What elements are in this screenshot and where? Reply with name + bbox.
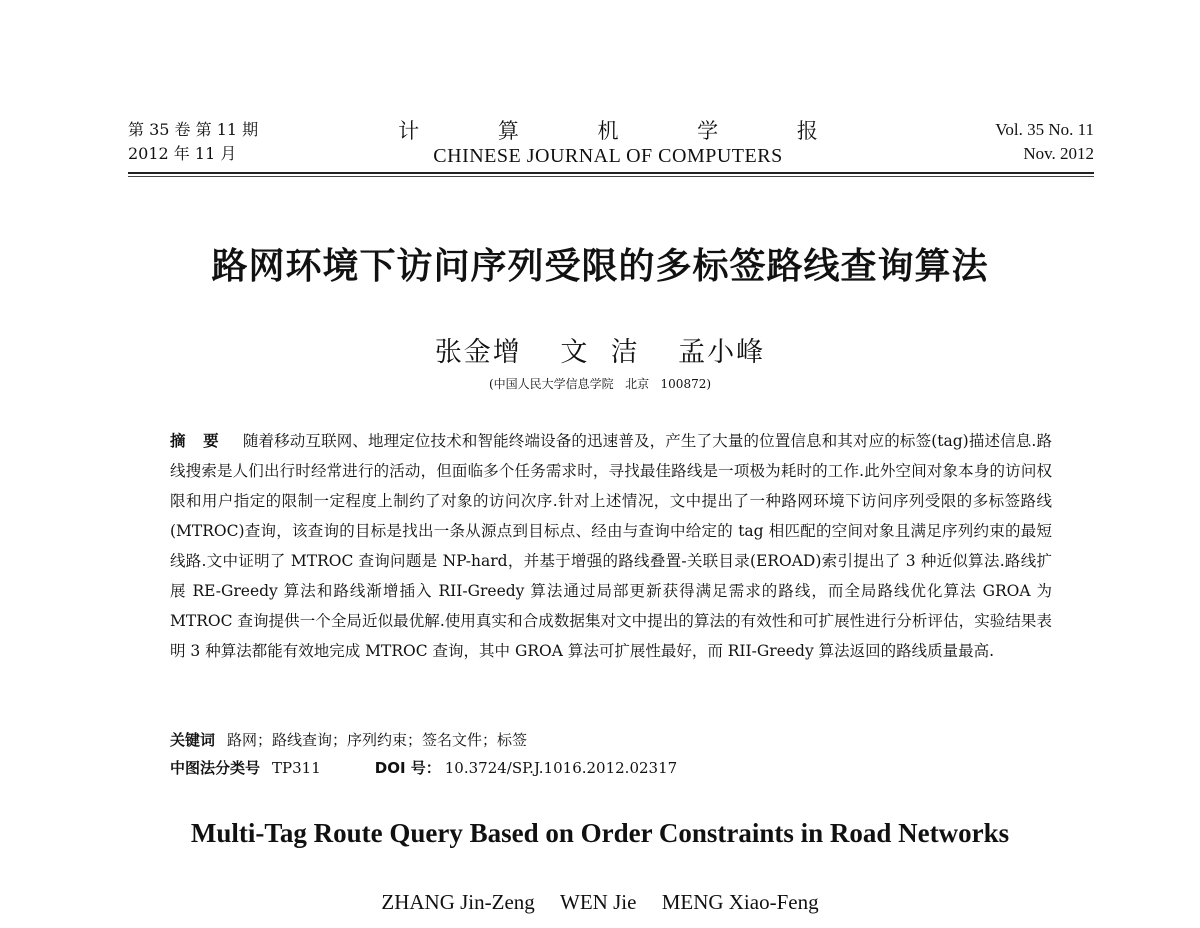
affiliation-cn: (中国人民大学信息学院 北京 100872) <box>488 377 712 391</box>
date-cn: 2012 年 11 月 <box>128 144 237 163</box>
classification-row <box>170 754 1052 782</box>
classification-value: TP311 <box>272 759 321 777</box>
keywords-row <box>170 726 1052 754</box>
classification-label: 中图法分类号 <box>170 759 261 777</box>
volume-issue: 第 35 卷 第 11 期 <box>128 120 259 139</box>
author-en: WEN Jie <box>560 890 637 914</box>
keywords-label: 关键词 <box>170 731 216 749</box>
journal-name-en: CHINESE JOURNAL OF COMPUTERS <box>433 145 783 167</box>
author-en: ZHANG Jin-Zeng <box>381 890 535 914</box>
header-rule-thick <box>128 172 1094 174</box>
journal-name-cn: 计 算 机 学 报 <box>398 119 854 143</box>
author-cn: 孟小峰 <box>678 337 766 368</box>
date-en: Nov. 2012 <box>1023 144 1094 163</box>
doi-value: 10.3724/SP.J.1016.2012.02317 <box>444 759 678 777</box>
authors-en <box>0 890 1200 915</box>
header-center <box>398 118 854 168</box>
abstract <box>170 426 1052 666</box>
authors-cn <box>0 330 1200 369</box>
keywords-text: 路网；路线查询；序列约束；签名文件；标签 <box>227 731 528 749</box>
header-rule-thin <box>128 176 1094 177</box>
author-en: MENG Xiao-Feng <box>661 890 819 914</box>
doi-label: DOI 号： <box>374 759 441 777</box>
paper-title-en: Multi-Tag Route Query Based on Order Constraints in Road Networks <box>190 818 1010 848</box>
abstract-label: 摘 要 <box>170 432 225 450</box>
header-right <box>995 118 1094 166</box>
paper-meta <box>170 726 1052 782</box>
journal-header <box>128 118 1094 174</box>
header-left <box>128 118 258 166</box>
abstract-text: 随着移动互联网、地理定位技术和智能终端设备的迅速普及，产生了大量的位置信息和其对应的标签(tag)描述信息.路线搜索是人们出行时经常进行的活动，但面临多个任务需求时，寻找最佳路线是一项极为耗时的工作.此外空间对象本身的访问权限和用户指定的限制一定程度上制约了对象的访问次序.针对上述情况，文中提出了一种路网环境下访问序列受限的多标签路线(MTROC)查询，该查询的目标是找出一条从源点到目标点、经由与查询中给定的 tag 相匹配的空间对象且满足序列约束的最短线路.文中证明了 MTROC 查询问题是 NP-hard，并基于增强的路线叠置-关联目录(EROAD)索引提出了 3 种近似算法.路线扩展 RE-Greedy 算法和路线渐增插入 RII-Greedy 算法通过局部更新获得满足需求的路线，而全局路线优化算法 GROA 为 MTROC 查询提供一个全局近似最优解.使用真实和合成数据集对文中提出的算法的有效性和可扩展性进行分析评估，实验结果表明 3 种算法都能有效地完成 MTROC 查询，其中 GROA 算法可扩展性最好，而 RII-Greedy 算法返回的路线质量最高. <box>170 432 1052 660</box>
author-cn: 张金增 <box>434 337 522 368</box>
vol-en: Vol. 35 No. 11 <box>995 120 1094 139</box>
paper-title-cn: 路网环境下访问序列受限的多标签路线查询算法 <box>211 246 989 287</box>
author-cn: 文 洁 <box>560 337 640 368</box>
